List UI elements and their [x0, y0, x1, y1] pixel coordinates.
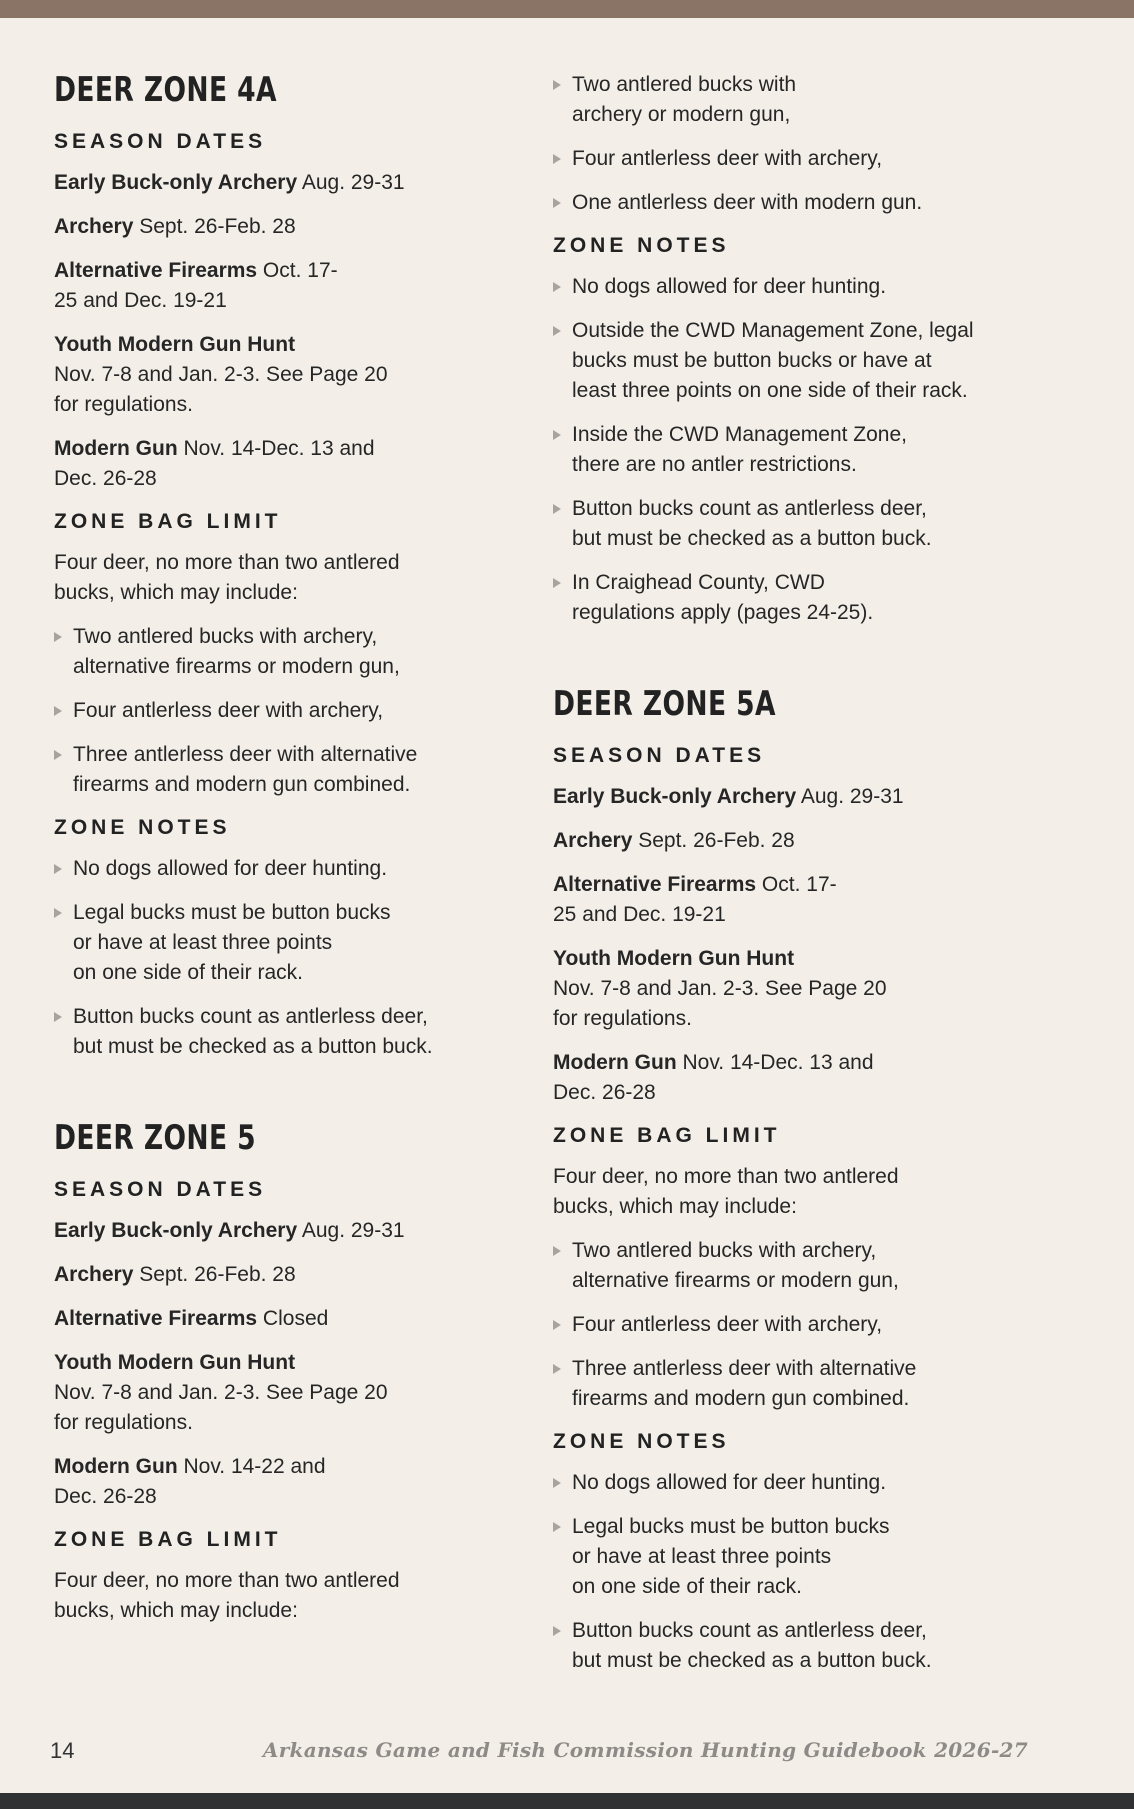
- date-entry: [553, 1048, 1063, 1108]
- left-column: [54, 62, 494, 1640]
- date-label: Early Buck-only Archery: [54, 1219, 298, 1242]
- zone-5a-section: [553, 676, 1063, 1676]
- date-value: Aug. 29-31: [796, 785, 904, 808]
- list-item: Two antlered bucks with archery, alternative firearms or modern gun,: [553, 1236, 1063, 1296]
- page-number: 14: [50, 1738, 75, 1763]
- bag-limit-heading: ZONE BAG LIMIT: [553, 1124, 781, 1147]
- date-label: Early Buck-only Archery: [553, 785, 797, 808]
- list-item: In Craighead County, CWD regulations apply (pages 24-25).: [553, 568, 1063, 628]
- date-label: Alternative Firearms: [54, 1307, 258, 1330]
- season-dates-heading: SEASON DATES: [54, 1178, 267, 1201]
- date-entry: [54, 168, 494, 198]
- date-value: Sept. 26-Feb. 28: [133, 1263, 296, 1286]
- bullet-triangle-icon: [553, 80, 561, 90]
- list-item: No dogs allowed for deer hunting.: [553, 1468, 1063, 1498]
- list-item: Legal bucks must be button bucks or have at least three points on one side of their rack.: [553, 1512, 1063, 1602]
- list-item: Button bucks count as antlerless deer, but must be checked as a button buck.: [54, 1002, 494, 1062]
- list-item: Three antlerless deer with alternative firearms and modern gun combined.: [54, 740, 494, 800]
- date-value: Aug. 29-31: [297, 171, 405, 194]
- date-entry: [553, 944, 1063, 1034]
- date-label: Modern Gun: [553, 1051, 677, 1074]
- date-label: Modern Gun: [54, 1455, 178, 1478]
- date-value: Nov. 14-Dec. 13 and Dec. 26-28: [553, 1051, 874, 1104]
- top-border-bar: [0, 0, 1134, 18]
- date-entry: [54, 1260, 494, 1290]
- date-label: Alternative Firearms: [54, 259, 258, 282]
- date-value: Nov. 14-22 and Dec. 26-28: [54, 1455, 326, 1508]
- date-label: Archery: [553, 829, 633, 852]
- zone-title: DEER ZONE 5A: [553, 684, 776, 724]
- date-entry: [54, 1304, 494, 1334]
- list-item: No dogs allowed for deer hunting.: [553, 272, 1063, 302]
- list-item: No dogs allowed for deer hunting.: [54, 854, 494, 884]
- bag-limit-heading: ZONE BAG LIMIT: [54, 1528, 282, 1551]
- bag-limit-list: [54, 622, 494, 800]
- zone-notes-heading: ZONE NOTES: [54, 816, 231, 839]
- date-label: Early Buck-only Archery: [54, 171, 298, 194]
- bullet-triangle-icon: [553, 1246, 561, 1256]
- date-entry: [54, 256, 494, 316]
- date-label: Alternative Firearms: [553, 873, 757, 896]
- list-item: Outside the CWD Management Zone, legal bucks must be button bucks or have at least three points on one side of their rack.: [553, 316, 1063, 406]
- bag-limit-list: [553, 1236, 1063, 1414]
- zone-notes-list: [553, 272, 1063, 628]
- date-label: Youth Modern Gun Hunt: [553, 947, 795, 970]
- date-label: Archery: [54, 215, 134, 238]
- zone-4a-section: [54, 62, 494, 1062]
- zone-5-continued-section: [553, 70, 1063, 628]
- list-item: Inside the CWD Management Zone, there are no antler restrictions.: [553, 420, 1063, 480]
- bullet-triangle-icon: [553, 1320, 561, 1330]
- bullet-triangle-icon: [54, 632, 62, 642]
- list-item: One antlerless deer with modern gun.: [553, 188, 1063, 218]
- date-entry: [553, 782, 1063, 812]
- list-item: Three antlerless deer with alternative firearms and modern gun combined.: [553, 1354, 1063, 1414]
- list-item: Two antlered bucks with archery, alternative firearms or modern gun,: [54, 622, 494, 682]
- date-value: Oct. 17- 25 and Dec. 19-21: [553, 873, 837, 926]
- bullet-triangle-icon: [553, 198, 561, 208]
- zone-notes-heading: ZONE NOTES: [553, 1430, 730, 1453]
- bullet-triangle-icon: [553, 504, 561, 514]
- date-label: Archery: [54, 1263, 134, 1286]
- bottom-border-bar: [0, 1793, 1134, 1809]
- bullet-triangle-icon: [553, 430, 561, 440]
- date-entry: [553, 870, 1063, 930]
- zone-notes-list: [553, 1468, 1063, 1676]
- date-value: Sept. 26-Feb. 28: [632, 829, 795, 852]
- date-label: Modern Gun: [54, 437, 178, 460]
- list-item: Button bucks count as antlerless deer, but must be checked as a button buck.: [553, 1616, 1063, 1676]
- date-entry: [54, 1348, 494, 1438]
- date-value: Oct. 17- 25 and Dec. 19-21: [54, 259, 338, 312]
- bullet-triangle-icon: [553, 1364, 561, 1374]
- right-column: [553, 62, 1063, 1690]
- list-item: Two antlered bucks with archery or modern gun,: [553, 70, 1063, 130]
- bag-limit-list: [553, 70, 1063, 218]
- bag-limit-intro: Four deer, no more than two antlered bucks, which may include:: [54, 551, 400, 604]
- date-entry: [54, 434, 494, 494]
- footer-guidebook-title: Arkansas Game and Fish Commission Hunting Guidebook 2026-27: [262, 1738, 1028, 1762]
- zone-title: DEER ZONE 4A: [54, 70, 277, 110]
- bag-limit-intro: Four deer, no more than two antlered bucks, which may include:: [54, 1569, 400, 1622]
- date-label: Youth Modern Gun Hunt: [54, 1351, 296, 1374]
- bullet-triangle-icon: [553, 1478, 561, 1488]
- date-label: Youth Modern Gun Hunt: [54, 333, 296, 356]
- zone-notes-heading: ZONE NOTES: [553, 234, 730, 257]
- zone-title: DEER ZONE 5: [54, 1118, 256, 1158]
- date-value: Nov. 14-Dec. 13 and Dec. 26-28: [54, 437, 375, 490]
- list-item: Legal bucks must be button bucks or have at least three points on one side of their rack.: [54, 898, 494, 988]
- date-value: Nov. 7-8 and Jan. 2-3. See Page 20 for regulations.: [54, 363, 388, 416]
- bullet-triangle-icon: [54, 1012, 62, 1022]
- zone-5-section: [54, 1110, 494, 1626]
- list-item: Four antlerless deer with archery,: [54, 696, 494, 726]
- bullet-triangle-icon: [553, 154, 561, 164]
- season-dates-heading: SEASON DATES: [54, 130, 267, 153]
- bullet-triangle-icon: [54, 706, 62, 716]
- bag-limit-intro: Four deer, no more than two antlered bucks, which may include:: [553, 1165, 899, 1218]
- season-dates-heading: SEASON DATES: [553, 744, 766, 767]
- bullet-triangle-icon: [553, 326, 561, 336]
- date-entry: [54, 1216, 494, 1246]
- date-value: Sept. 26-Feb. 28: [133, 215, 296, 238]
- list-item: Four antlerless deer with archery,: [553, 1310, 1063, 1340]
- bullet-triangle-icon: [54, 864, 62, 874]
- date-entry: [553, 826, 1063, 856]
- list-item: Button bucks count as antlerless deer, but must be checked as a button buck.: [553, 494, 1063, 554]
- zone-notes-list: [54, 854, 494, 1062]
- bag-limit-heading: ZONE BAG LIMIT: [54, 510, 282, 533]
- date-value: Nov. 7-8 and Jan. 2-3. See Page 20 for regulations.: [553, 977, 887, 1030]
- bullet-triangle-icon: [54, 908, 62, 918]
- bullet-triangle-icon: [54, 750, 62, 760]
- bullet-triangle-icon: [553, 1626, 561, 1636]
- date-entry: [54, 212, 494, 242]
- date-entry: [54, 1452, 494, 1512]
- date-value: Closed: [257, 1307, 329, 1330]
- list-item: Four antlerless deer with archery,: [553, 144, 1063, 174]
- date-value: Nov. 7-8 and Jan. 2-3. See Page 20 for regulations.: [54, 1381, 388, 1434]
- bullet-triangle-icon: [553, 1522, 561, 1532]
- date-entry: [54, 330, 494, 420]
- date-value: Aug. 29-31: [297, 1219, 405, 1242]
- bullet-triangle-icon: [553, 578, 561, 588]
- bullet-triangle-icon: [553, 282, 561, 292]
